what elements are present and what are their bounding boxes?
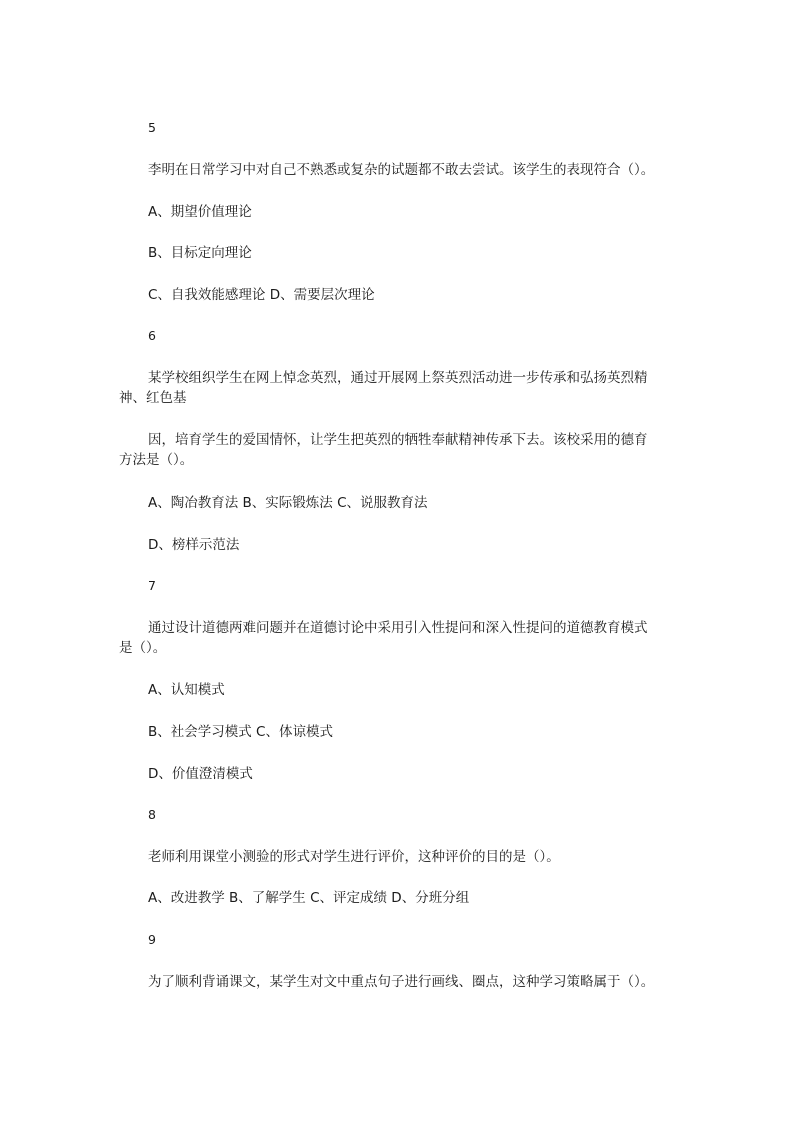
question-number: 5 — [148, 120, 156, 135]
answer-option: B、社会学习模式 C、体谅模式 — [148, 724, 333, 740]
question-stem-line: 某学校组织学生在网上悼念英烈，通过开展网上祭英烈活动进一步传承和弘扬英烈精 — [148, 370, 648, 386]
answer-option: C、自我效能感理论 D、需要层次理论 — [148, 287, 375, 303]
question-number: 6 — [148, 328, 156, 343]
question-stem-line: 因，培育学生的爱国情怀，让学生把英烈的牺牲奉献精神传承下去。该校采用的德育 — [148, 432, 648, 448]
answer-option: A、陶冶教育法 B、实际锻炼法 C、说服教育法 — [148, 495, 428, 511]
question-number: 9 — [148, 932, 156, 947]
question-stem-line: 方法是（）。 — [119, 452, 194, 468]
answer-option: D、榜样示范法 — [148, 537, 240, 553]
answer-option: A、期望价值理论 — [148, 204, 252, 220]
question-stem-line: 是（）。 — [119, 640, 167, 656]
answer-option: D、价值澄清模式 — [148, 766, 253, 782]
answer-option: A、改进教学 B、了解学生 C、评定成绩 D、分班分组 — [148, 890, 470, 906]
question-stem-line: 通过设计道德两难问题并在道德讨论中采用引入性提问和深入性提问的道德教育模式 — [148, 620, 648, 636]
question-stem: 李明在日常学习中对自己不熟悉或复杂的试题都不敢去尝试。该学生的表现符合（）。 — [148, 162, 655, 178]
question-stem: 为了顺利背诵课文，某学生对文中重点句子进行画线、圈点，这种学习策略属于（）。 — [148, 974, 655, 990]
question-number: 7 — [148, 578, 156, 593]
question-number: 8 — [148, 807, 156, 822]
answer-option: A、认知模式 — [148, 682, 225, 698]
question-stem-line: 神、红色基 — [119, 390, 187, 406]
answer-option: B、目标定向理论 — [148, 245, 252, 261]
question-stem: 老师利用课堂小测验的形式对学生进行评价，这种评价的目的是（）。 — [148, 849, 560, 865]
